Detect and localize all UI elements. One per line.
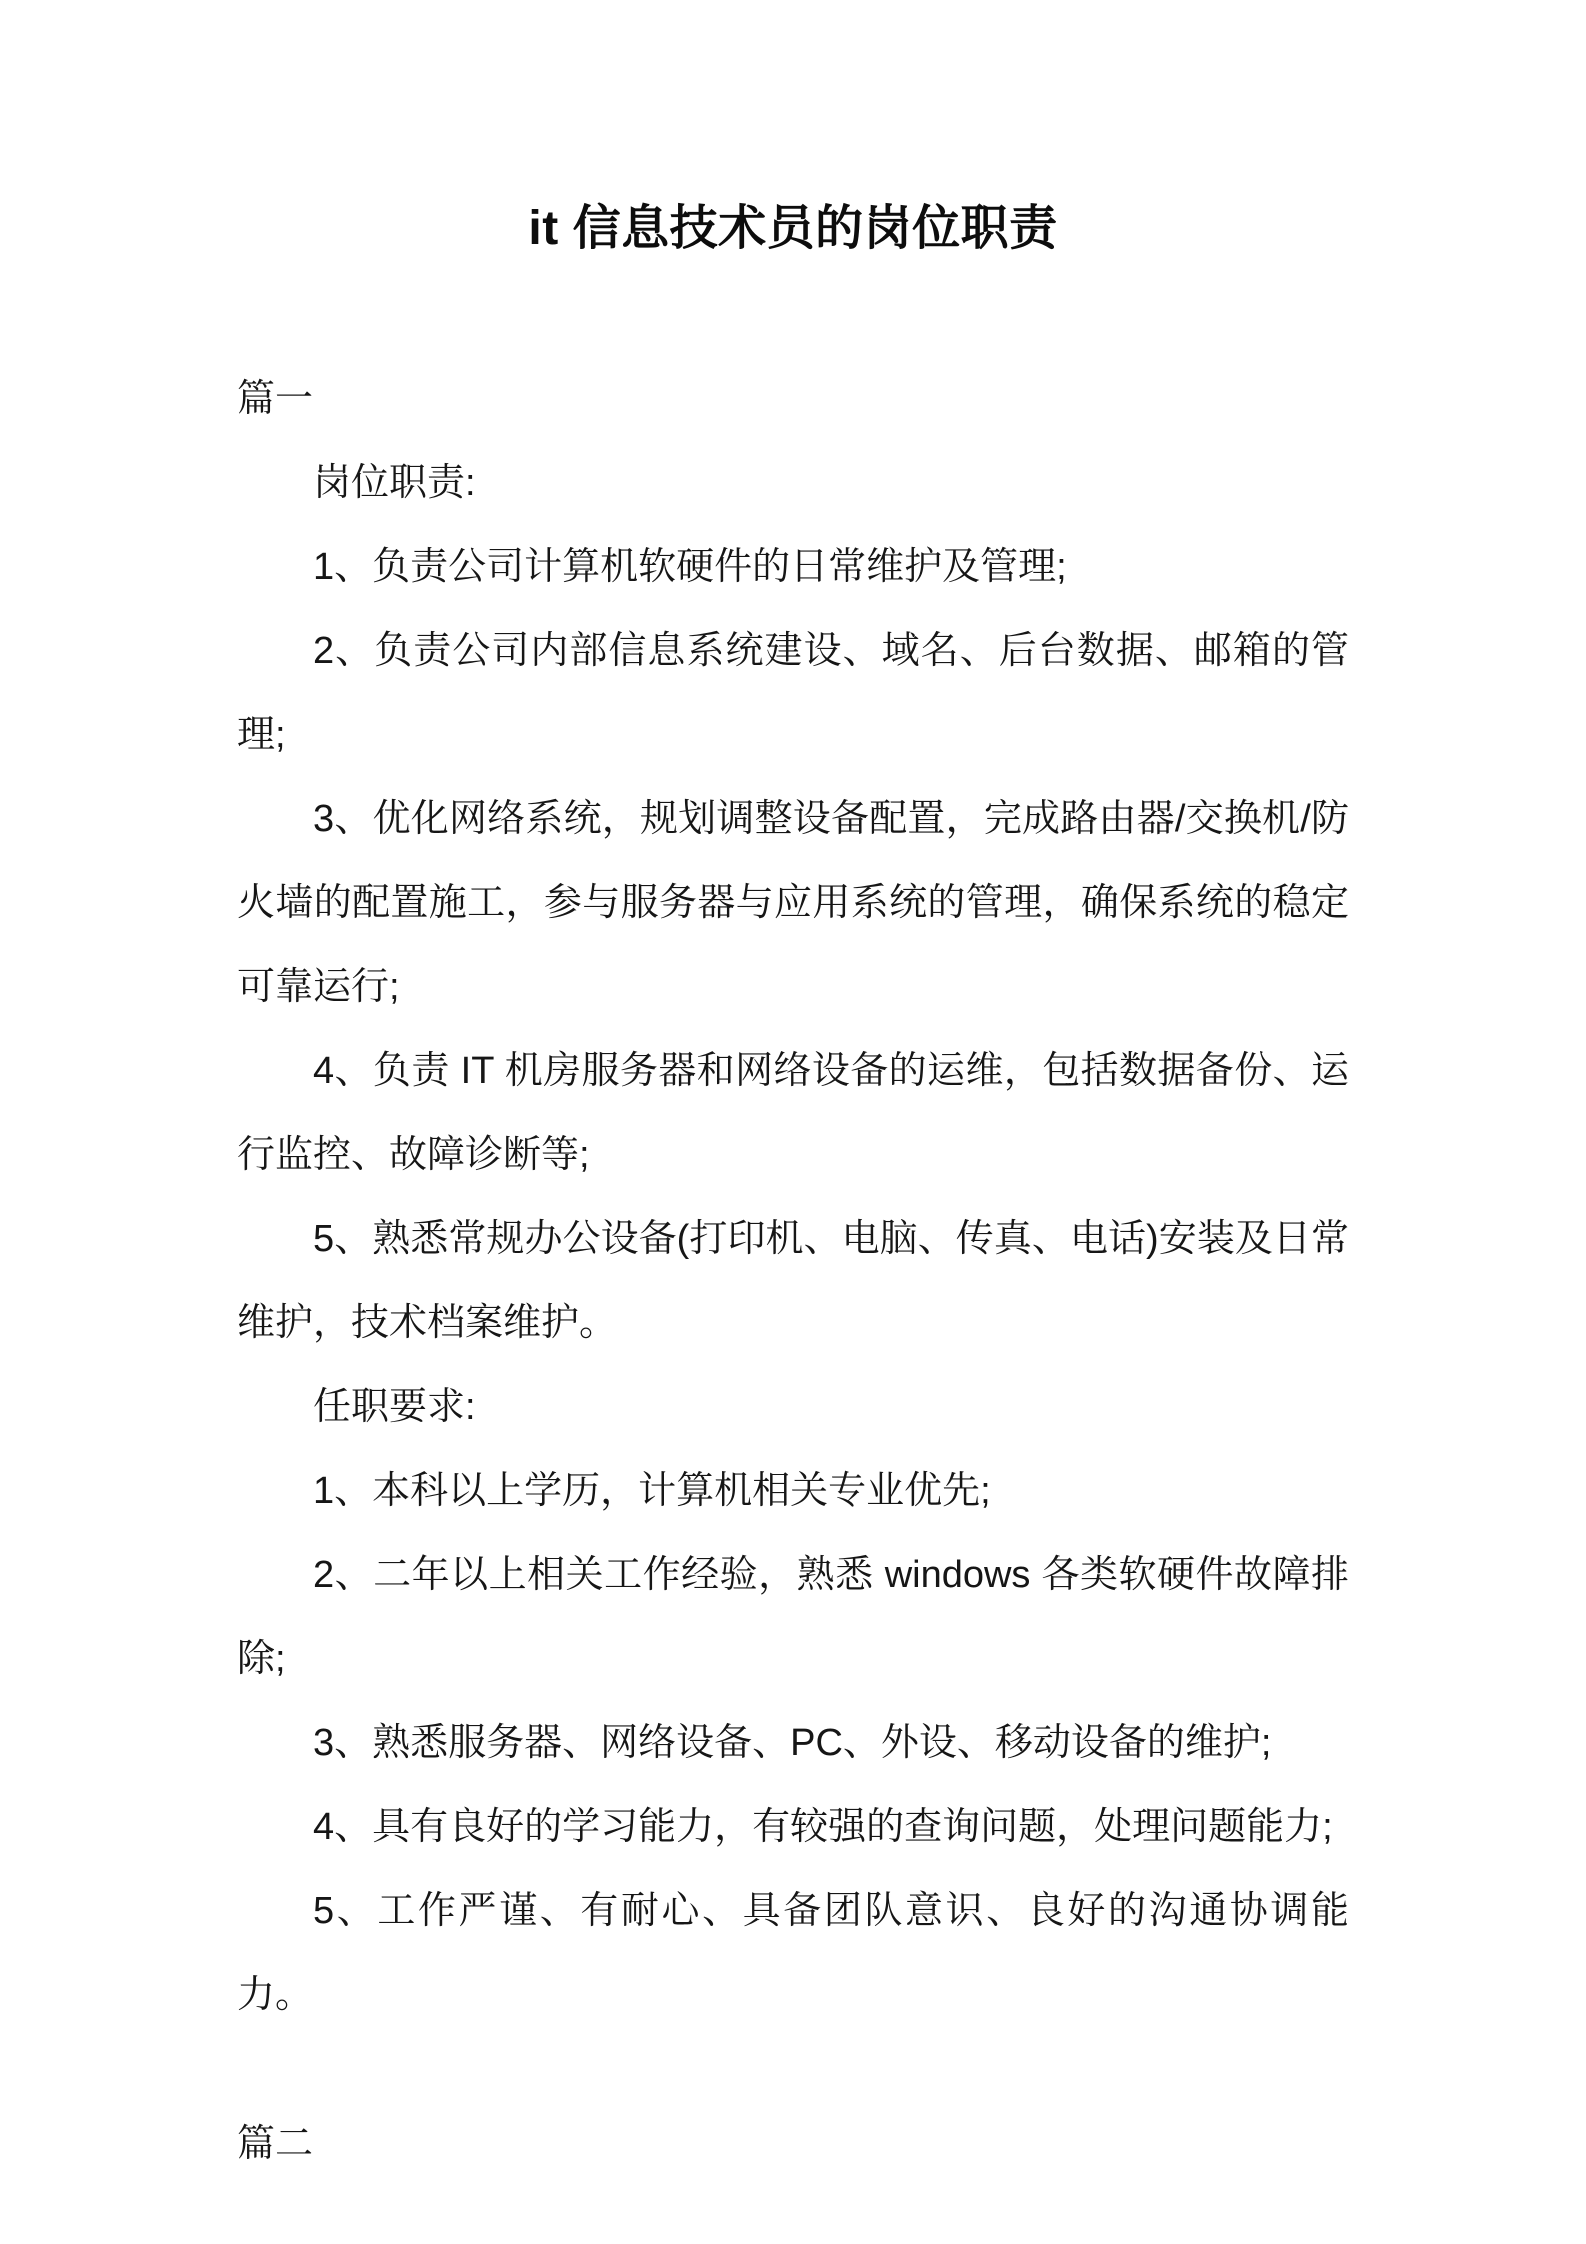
paragraph: 岗位职责: [313,462,476,504]
document-body [237,357,1349,2186]
section-label: 篇二 [237,2123,314,2165]
paragraph: 5、工作严谨、有耐心、具备团队意识、良好的沟通协调能力。 [237,1890,1349,2016]
paragraph: 4、负责 IT 机房服务器和网络设备的运维，包括数据备份、运行监控、故障诊断等; [237,1050,1349,1176]
paragraph: 2、二年以上相关工作经验，熟悉 windows 各类软硬件故障排除; [237,1554,1349,1680]
paragraph: 1、本科以上学历，计算机相关专业优先; [313,1470,991,1512]
paragraph: 1、负责公司计算机软硬件的日常维护及管理; [313,546,1067,588]
paragraph: 3、优化网络系统，规划调整设备配置，完成路由器/交换机/防火墙的配置施工，参与服务器与应用系统的管理，确保系统的稳定可靠运行; [237,798,1349,1008]
section-label: 篇一 [237,378,314,420]
paragraph: 5、熟悉常规办公设备(打印机、电脑、传真、电话)安装及日常维护，技术档案维护。 [237,1218,1349,1344]
paragraph: 4、具有良好的学习能力，有较强的查询问题，处理问题能力; [313,1806,1333,1848]
paragraph: 3、熟悉服务器、网络设备、PC、外设、移动设备的维护; [313,1722,1272,1764]
document-title: it 信息技术员的岗位职责 [528,202,1058,255]
paragraph: 2、负责公司内部信息系统建设、域名、后台数据、邮箱的管理; [237,630,1349,756]
paragraph: 任职要求: [313,1386,476,1428]
